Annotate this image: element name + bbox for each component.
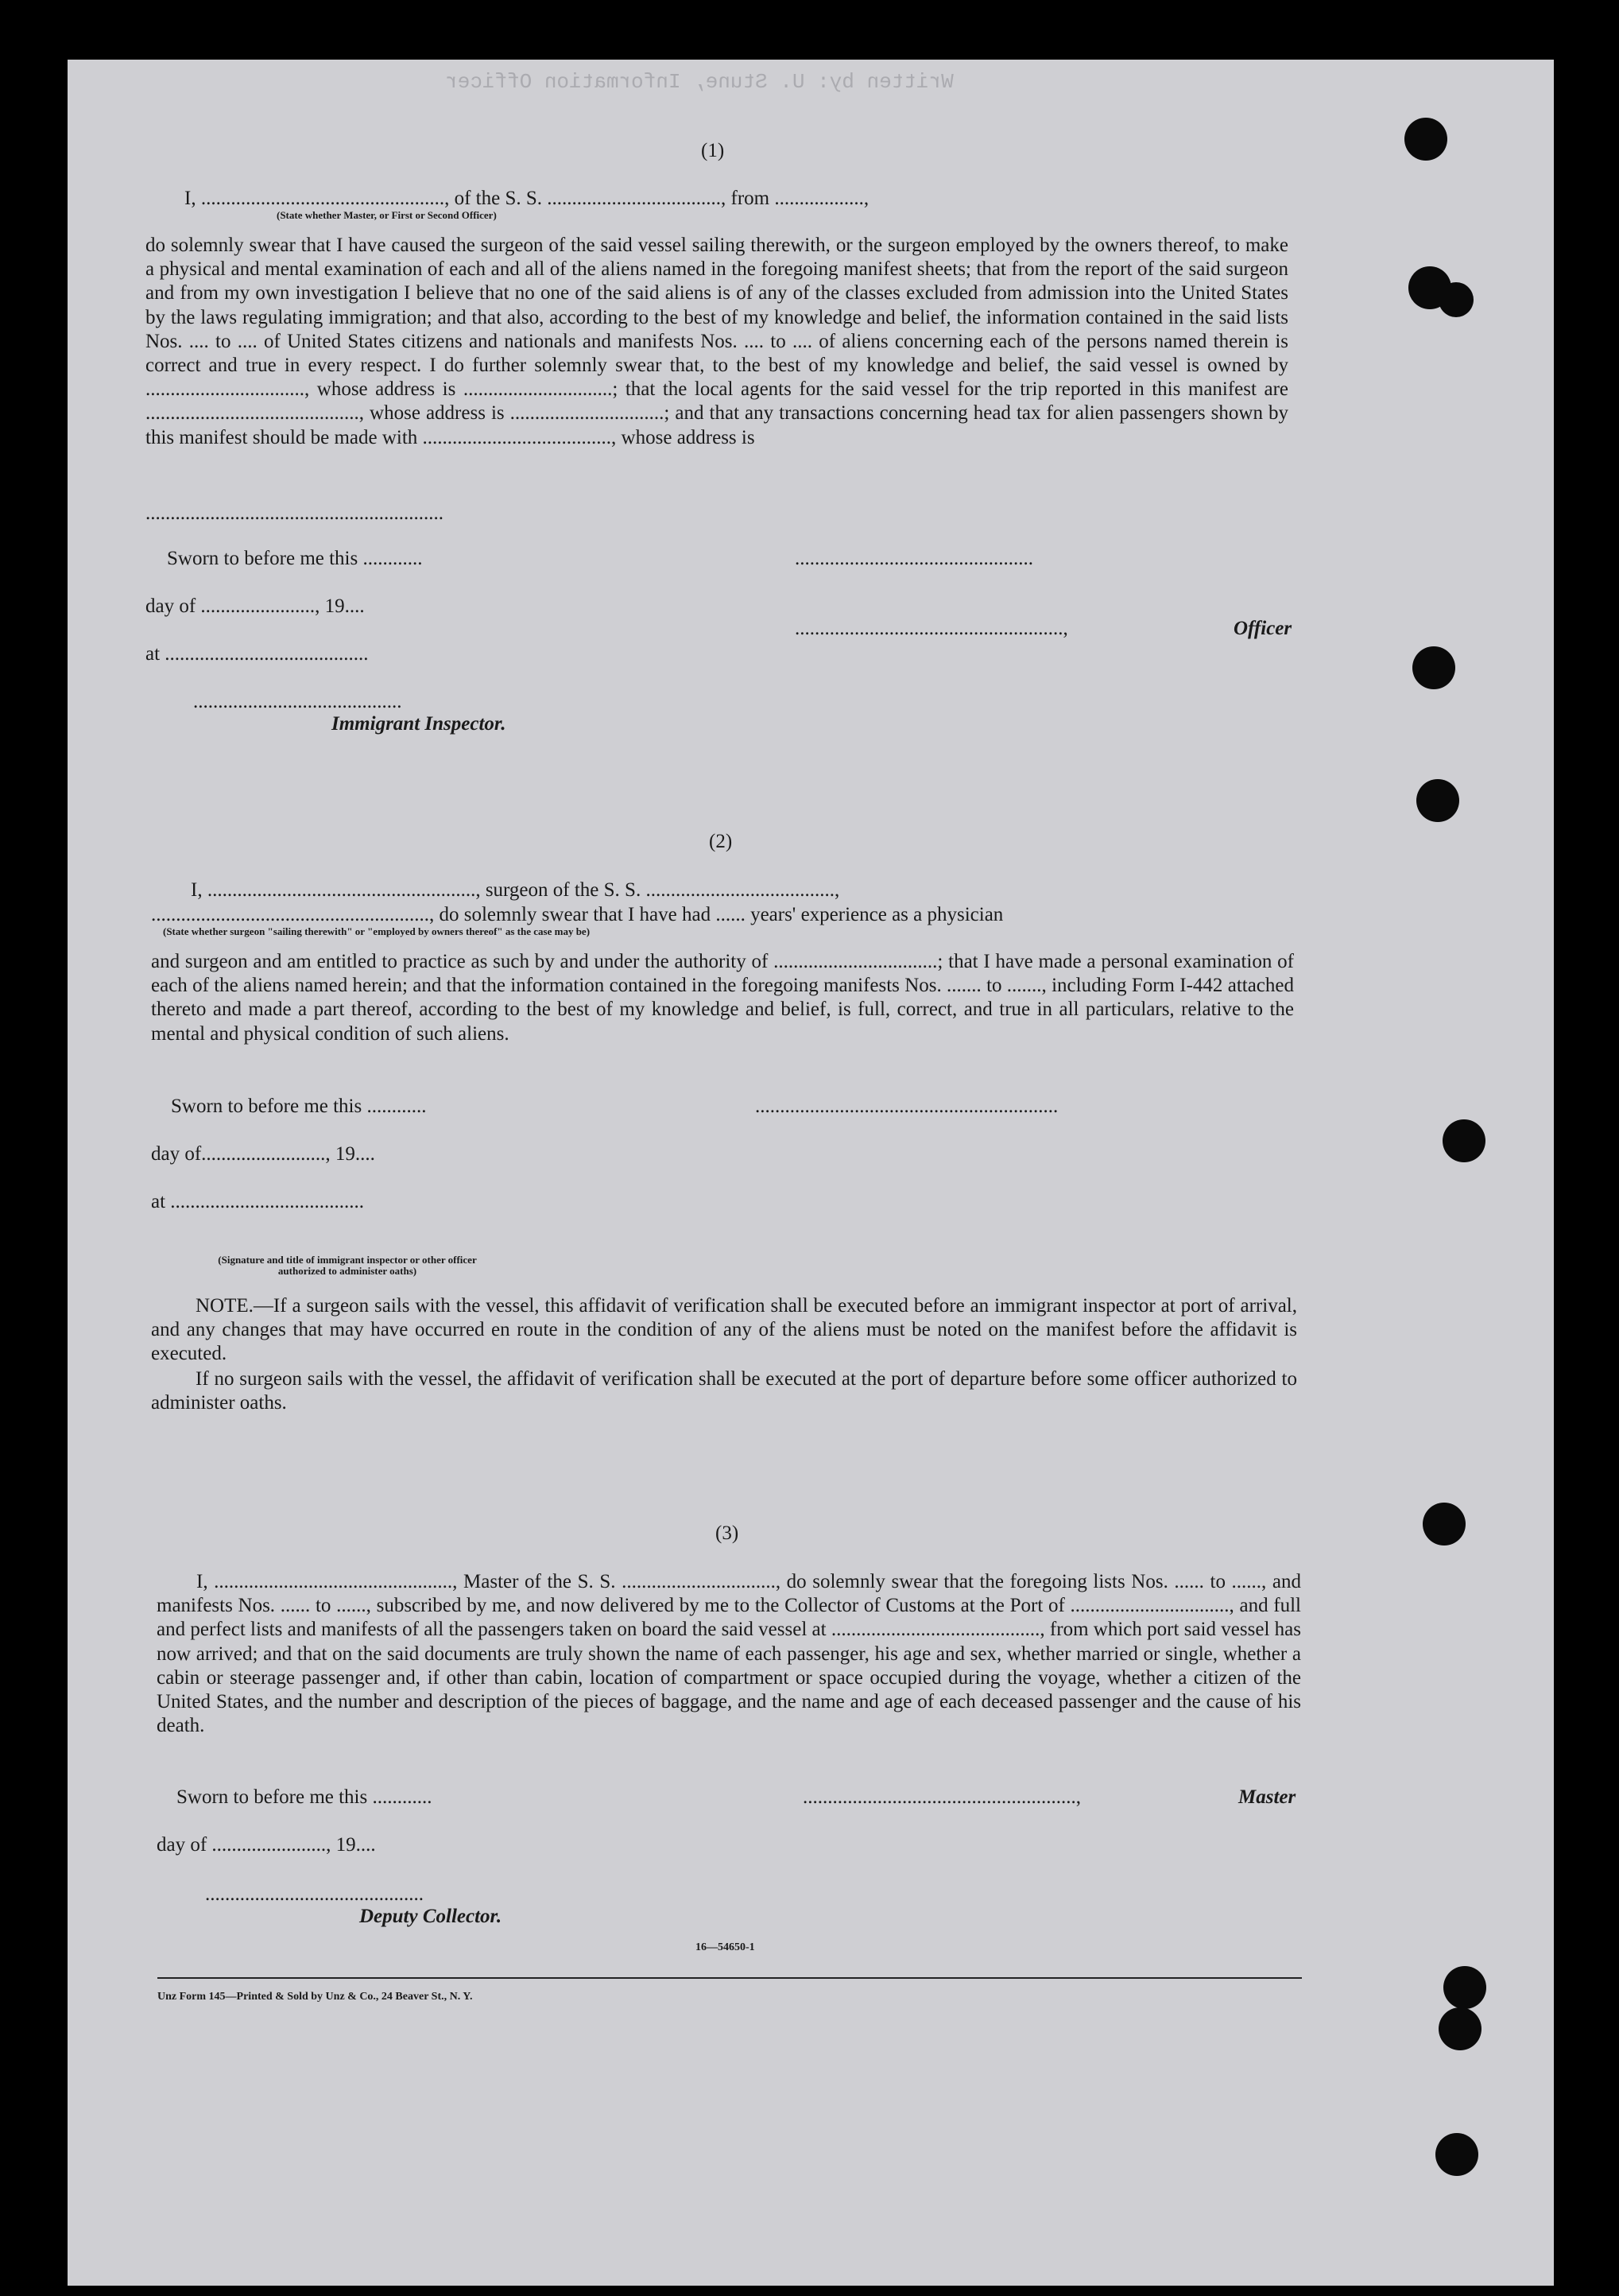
section3-deputy-dots: ............................................ — [205, 1883, 424, 1905]
punch-hole — [1423, 1503, 1466, 1546]
section3-sworn-line: Sworn to before me this ............ — [176, 1786, 432, 1808]
section2-note-paragraph — [151, 1294, 1297, 1367]
section1-opening-note: (State whether Master, or First or Second Officer) — [277, 209, 497, 221]
section-number: (1) — [701, 140, 725, 161]
printer-imprint: Unz Form 145—Printed & Sold by Unz & Co., 24 Beaver St., N. Y. — [157, 1991, 473, 2003]
section1-at-line: at ......................................... — [145, 643, 369, 665]
section-number: (3) — [715, 1522, 739, 1544]
note-text: —If a surgeon sails with the vessel, this affidavit of verification shall be executed before an immigrant inspector at port of arrival, and any changes that may have occurred en route in the condition of any of the aliens must be noted on the manifest before the affidavit is executed. — [151, 1295, 1297, 1365]
section2-signature-dots: ............................................................. — [755, 1096, 1059, 1117]
punch-hole — [1404, 118, 1447, 161]
section1-opening-line: I, ................................................., of the S. S. ..................................., from .................., — [184, 188, 870, 209]
section-number: (2) — [709, 831, 733, 852]
section2-note2-paragraph: If no surgeon sails with the vessel, the affidavit of verification shall be executed at the port of departure before some officer authorized to administer oaths. — [151, 1368, 1297, 1414]
section2-day-line: day of........................., 19.... — [151, 1143, 375, 1165]
section3-deputy-label: Deputy Collector. — [359, 1906, 502, 1927]
section1-inspector-dots: .......................................... — [193, 691, 402, 712]
footer-rule — [157, 1977, 1302, 1979]
section2-opening-line: I, ......................................................, surgeon of the S. S. ......................................, — [191, 879, 840, 901]
section1-officer-dots: ................................................ — [795, 548, 1033, 569]
section2-oath-paragraph: and surgeon and am entitled to practice as such by and under the authority of .................................; that I have made a personal examination of each of the aliens named herein; and that the information contained in the foregoing manifests Nos. ....... to ......., including Form I-442 attached thereto and made a part thereof, according to the best of my knowledge and belief, is full, correct, and true in all particulars, relative to the mental and physical condition of such aliens. — [151, 951, 1294, 1045]
note-label: NOTE. — [196, 1295, 254, 1317]
punch-hole — [1416, 779, 1459, 822]
section3-master-label: Master — [1238, 1786, 1296, 1808]
section1-dots-line: ............................................................ — [145, 502, 443, 524]
section1-inspector-label: Immigrant Inspector. — [331, 713, 506, 735]
section1-officer-signature-dots: ......................................................, — [795, 618, 1068, 639]
section3-oath-paragraph: I, ................................................, Master of the S. S. ..............................., do solemnly swear that the foregoing lists Nos. ...... to ......, and manifests Nos. ...... to ......, subscribed by me, and now delivered by me to the Collector of Customs at the Port of ................................, and full and perfect lists and manifests of all the passengers taken on board the said vessel at .........................................., from which port said vessel has now arrived; and that on the said documents are truly shown the name of each passenger, his age and sex, whether married or single, whether a cabin or steerage passenger and, if other than cabin, location of compartment or space occupied during the voyage, whether a citizen of the United States, and the number and description of the pieces of baggage, and the name and age of each deceased passenger and the cause of his death. — [157, 1571, 1301, 1737]
section2-experience-note: (State whether surgeon "sailing therewith" or "employed by owners thereof" as the case may be) — [163, 925, 591, 937]
section3-day-line: day of ......................., 19.... — [157, 1834, 376, 1856]
section1-day-line: day of ......................., 19.... — [145, 595, 365, 617]
bleed-through-text: Written by: U. Stune, Information Officer — [445, 70, 954, 94]
section2-signature-note: (Signature and title of immigrant inspector or other officer authorized to administer oaths) — [218, 1254, 477, 1277]
section2-experience-line: ........................................................, do solemnly swear that I have had ...... years' experience as a physician — [151, 904, 1004, 925]
section1-oath-paragraph: do solemnly swear that I have caused the surgeon of the said vessel sailing therewith, or the surgeon employed by the owners thereof, to make a physical and mental examination of each and all of the aliens named in the foregoing manifest sheets; that from the report of the said surgeon and from my own investigation I believe that no one of the said aliens is of any of the classes excluded from admission into the United States by the laws regulating immigration; and that also, according to the best of my knowledge and belief, the information contained in the said lists Nos. .... to .... of United States citizens and nationals and manifests Nos. .... to .... of aliens concerning each of the persons named therein is correct and true in every respect. I do further solemnly swear that, to the best of my knowledge and belief, the said vessel is owned by ................................, whose address is ..............................; that the local agents for the said vessel for the trip reported in this manifest are ..........................................., whose address is ...............................; and that any transactions concerning head tax for alien passengers shown by this manifest should be made with ......................................, whose address is — [145, 235, 1288, 448]
punch-hole — [1439, 2007, 1482, 2050]
section2-sworn-line: Sworn to before me this ............ — [171, 1096, 427, 1117]
punch-hole — [1443, 1119, 1485, 1162]
punch-hole — [1435, 2133, 1478, 2176]
form-code: 16—54650-1 — [695, 1941, 755, 1953]
punch-hole — [1443, 1966, 1486, 2009]
punch-hole — [1439, 282, 1474, 317]
section2-at-line: at ....................................... — [151, 1191, 365, 1212]
punch-hole — [1412, 646, 1455, 689]
section1-officer-label: Officer — [1234, 618, 1292, 639]
section1-sworn-line: Sworn to before me this ............ — [167, 548, 423, 569]
section3-master-dots: ......................................................., — [803, 1786, 1081, 1808]
